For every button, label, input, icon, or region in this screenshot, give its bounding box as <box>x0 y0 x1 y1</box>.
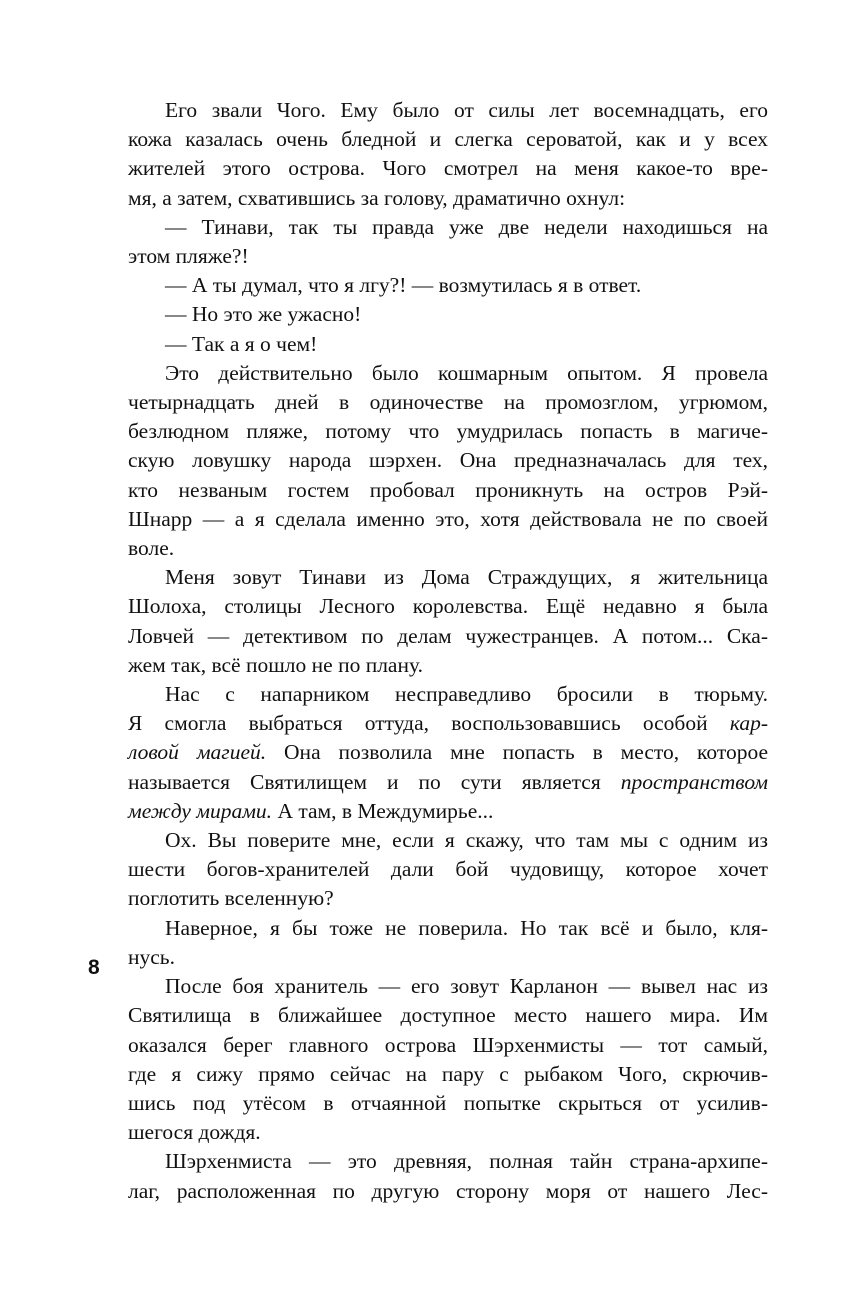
italic-term: кар- <box>729 711 769 736</box>
text-line: Святилища в ближайшее доступное место нашего мира. Им <box>128 1003 768 1028</box>
text-line: шись под утёсом в отчаянной попытке скрыться от усилив- <box>128 1090 768 1115</box>
italic-term: пространством <box>620 769 768 794</box>
paragraph <box>128 330 768 359</box>
text-line: После боя хранитель — его зовут Карланон — вывел нас из <box>165 974 768 999</box>
text-line <box>128 768 768 797</box>
text-run: называется Святилищем и по сути является <box>128 769 601 794</box>
paragraph <box>128 300 768 329</box>
text-run: А там, в Междумирье... <box>277 798 494 823</box>
text-line: этом пляже?! <box>128 244 249 269</box>
text-line: Ловчей — детективом по делам чужестранцев. А потом... Ска- <box>128 623 768 648</box>
paragraph <box>128 271 768 300</box>
text-line: жителей этого острова. Чого смотрел на меня какое-то вре- <box>128 156 768 181</box>
text-line: кожа казалась очень бледной и слегка сероватой, как и у всех <box>128 127 768 152</box>
text-line: шегося дождя. <box>128 1120 261 1145</box>
text-line: Наверное, я бы тоже не поверила. Но так всё и было, кля- <box>165 915 768 940</box>
text-line: Ох. Вы поверите мне, если я скажу, что там мы с одним из <box>165 828 768 853</box>
text-line: — Тинави, так ты правда уже две недели находишься на <box>165 214 768 239</box>
text-column <box>128 96 768 1206</box>
text-line: Его звали Чого. Ему было от силы лет восемнадцать, его <box>165 98 768 122</box>
text-run: Я смогла выбраться оттуда, воспользовавшись особой <box>128 711 708 736</box>
text-line: Шнарр — а я сделала именно это, хотя действовала не по своей <box>128 506 768 531</box>
paragraph <box>128 826 768 914</box>
text-line: оказался берег главного острова Шэрхенмисты — тот самый, <box>128 1032 768 1057</box>
italic-term: между мирами. <box>128 798 273 823</box>
text-line: поглотить вселенную? <box>128 886 334 911</box>
text-line: нусь. <box>128 944 175 969</box>
text-line: мя, а затем, схватившись за голову, драматично охнул: <box>128 185 626 210</box>
text-line: Шэрхенмиста — это древняя, полная тайн страна-архипе- <box>165 1149 768 1174</box>
text-line: Шолоха, столицы Лесного королевства. Ещё недавно я была <box>128 594 768 619</box>
text-line <box>128 738 768 767</box>
text-line: четырнадцать дней в одиночестве на промозглом, угрюмом, <box>128 390 768 415</box>
text-line <box>128 797 768 826</box>
paragraph <box>128 563 768 680</box>
paragraph <box>128 1147 768 1205</box>
text-line <box>128 709 768 738</box>
paragraph <box>128 213 768 271</box>
text-line: воле. <box>128 536 175 561</box>
paragraph <box>128 972 768 1147</box>
text-line: скую ловушку народа шэрхен. Она предназначалась для тех, <box>128 448 768 473</box>
text-line: шести богов-хранителей дали бой чудовищу, которое хочет <box>128 857 768 882</box>
text-line: Это действительно было кошмарным опытом. Я провела <box>165 360 768 385</box>
paragraph <box>128 914 768 972</box>
text-line: Меня зовут Тинави из Дома Страждущих, я жительница <box>165 565 768 590</box>
text-line: безлюдном пляже, потому что умудрилась попасть в магиче- <box>128 419 768 444</box>
text-line: лаг, расположенная по другую сторону моря от нашего Лес- <box>128 1178 768 1203</box>
text-run: Она позволила мне попасть в место, которое <box>284 740 769 765</box>
text-line: где я сижу прямо сейчас на пару с рыбаком Чого, скрючив- <box>128 1061 768 1086</box>
paragraph <box>128 359 768 563</box>
text-line: — Так а я о чем! <box>165 331 318 356</box>
text-line: Нас с напарником несправедливо бросили в тюрьму. <box>165 682 768 707</box>
text-line: — А ты думал, что я лгу?! — возмутилась я в ответ. <box>165 273 642 298</box>
page-number: 8 <box>88 956 100 979</box>
text-line: жем так, всё пошло не по плану. <box>128 652 423 677</box>
italic-term: ловой магией. <box>128 740 267 765</box>
paragraph <box>128 96 768 213</box>
paragraph <box>128 680 768 826</box>
text-line: — Но это же ужасно! <box>165 302 362 327</box>
text-line: кто незваным гостем пробовал проникнуть на остров Рэй- <box>128 477 768 502</box>
